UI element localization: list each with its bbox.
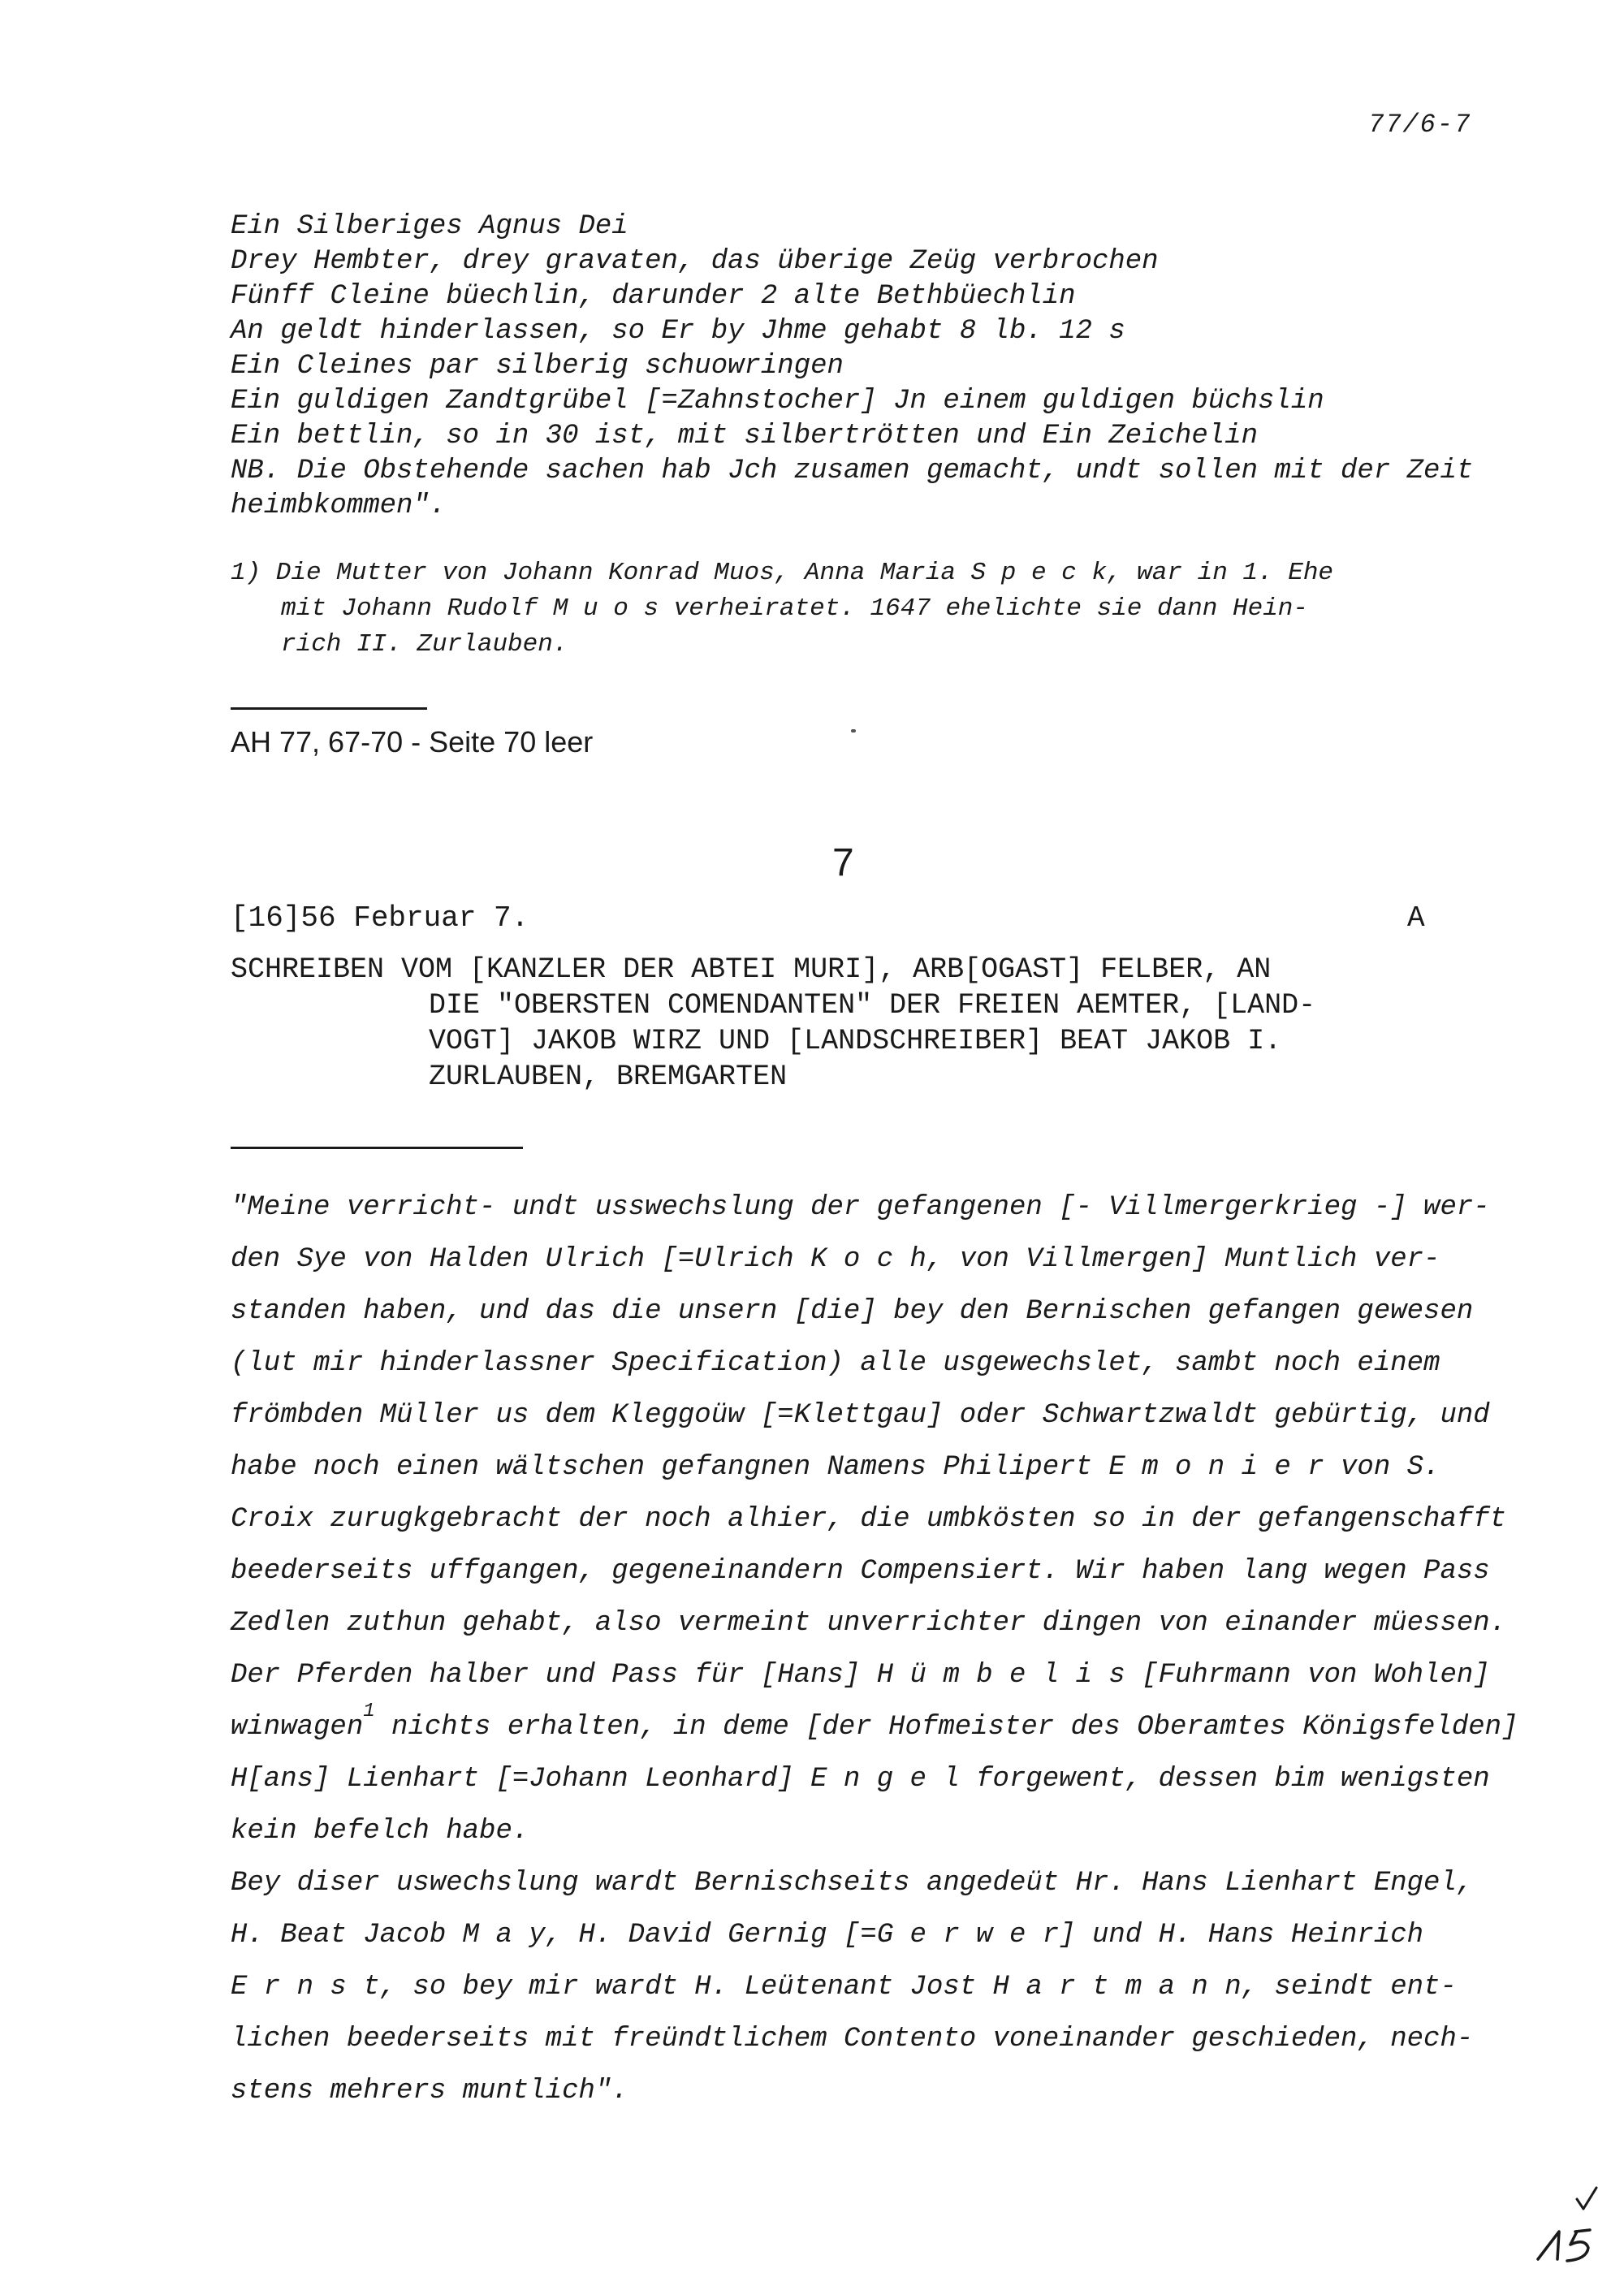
title-line: DIE "OBERSTEN COMENDANTEN" DER FREIEN AEMTER, [LAND- [429, 989, 1316, 1022]
letter-line: Croix zurugkgebracht der noch alhier, die umbkösten so in der gefangenschafft [231, 1504, 1507, 1535]
letter-body [231, 1182, 1518, 2117]
inventory-line: Ein Cleines par silberig schuowringen [231, 351, 844, 382]
letter-line: frömbden Müller us dem Kleggoüw [=Klettgau] oder Schwartzwaldt gebürtig, und [231, 1400, 1490, 1431]
footnote-line: mit Johann Rudolf M u o s verheiratet. 1647 ehelichte sie dann Hein- [281, 594, 1309, 623]
inventory-line: heimbkommen". [231, 490, 447, 521]
inventory-line: Fünff Cleine büechlin, darunder 2 alte Bethbüechlin [231, 281, 1076, 312]
footnote-marker: 1 [363, 1700, 375, 1722]
letter-line: stens mehrers muntlich". [231, 2076, 628, 2107]
separator-rule [231, 1147, 523, 1149]
letter-line: "Meine verricht- undt usswechslung der gefangenen [- Villmergerkrieg -] wer- [231, 1192, 1490, 1223]
inventory-line: NB. Die Obstehende sachen hab Jch zusamen gemacht, undt sollen mit der Zeit [231, 456, 1474, 486]
letter-line: Zedlen zuthun gehabt, also vermeint unverrichter dingen von einander müessen. [231, 1608, 1507, 1639]
inventory-line: Ein Silberiges Agnus Dei [231, 211, 628, 242]
letter-line-with-note [231, 1700, 1518, 1753]
title-line: SCHREIBEN VOM [KANZLER DER ABTEI MURI], ARB[OGAST] FELBER, AN [231, 953, 1272, 986]
inventory-line: An geldt hinderlassen, so Er by Jhme gehabt 8 lb. 12 s [231, 316, 1125, 347]
document-date: [16]56 Februar 7. [231, 901, 529, 935]
source-reference: AH 77, 67-70 - Seite 70 leer [231, 725, 594, 758]
letter-line: Bey diser uswechslung wardt Bernischseits angedeüt Hr. Hans Lienhart Engel, [231, 1868, 1474, 1899]
letter-line: H[ans] Lienhart [=Johann Leonhard] E n g e l forgewent, dessen bim wenigsten [231, 1764, 1490, 1795]
letter-line: den Sye von Halden Ulrich [=Ulrich K o c h, von Villmergen] Muntlich ver- [231, 1244, 1440, 1275]
document-number: 7 [832, 841, 854, 884]
letter-line: beederseits uffgangen, gegeneinandern Compensiert. Wir haben lang wegen Pass [231, 1556, 1490, 1587]
footnote [231, 555, 1465, 663]
handwritten-folio-mark-icon [1527, 2184, 1616, 2266]
footnote-line: rich II. Zurlauben. [281, 630, 568, 659]
letter-segment: nichts erhalten, in deme [der Hofmeister des Oberamtes Königsfelden] [374, 1712, 1518, 1743]
letter-line: habe noch einen wältschen gefangnen Namens Philipert E m o n i e r von S. [231, 1452, 1440, 1483]
inventory-line: Drey Hembter, drey gravaten, das überige Zeüg verbrochen [231, 246, 1159, 277]
page-number: 77/6-7 [1368, 110, 1472, 140]
letter-line: E r n s t, so bey mir wardt H. Leütenant Jost H a r t m a n n, seindt ent- [231, 1972, 1457, 2003]
inventory-line: Ein bettlin, so in 30 ist, mit silbertrötten und Ein Zeichelin [231, 421, 1259, 452]
document-type-letter: A [1407, 901, 1425, 935]
letter-line: standen haben, und das die unsern [die] bey den Bernischen gefangen gewesen [231, 1296, 1474, 1327]
letter-line: lichen beederseits mit freündtlichem Contento voneinander geschieden, nech- [231, 2024, 1474, 2055]
title-line: VOGT] JAKOB WIRZ UND [LANDSCHREIBER] BEAT JAKOB I. [429, 1025, 1282, 1057]
letter-line: Der Pferden halber und Pass für [Hans] H ü m b e l i s [Fuhrmann von Wohlen] [231, 1660, 1490, 1691]
scan-speck [851, 729, 856, 732]
title-line: ZURLAUBEN, BREMGARTEN [429, 1061, 788, 1093]
letter-line: (lut mir hinderlassner Specification) alle usgewechslet, sambt noch einem [231, 1348, 1440, 1379]
letter-line: kein befelch habe. [231, 1816, 529, 1847]
separator-rule [231, 707, 427, 710]
inventory-line: Ein guldigen Zandtgrübel [=Zahnstocher] Jn einem guldigen büchslin [231, 386, 1324, 417]
inventory-list [231, 210, 1481, 524]
letter-segment: winwagen [231, 1712, 364, 1743]
footnote-line: 1) Die Mutter von Johann Konrad Muos, Anna Maria S p e c k, war in 1. Ehe [231, 559, 1334, 587]
document-title [231, 952, 1465, 1095]
letter-line: H. Beat Jacob M a y, H. David Gernig [=G e r w e r] und H. Hans Heinrich [231, 1920, 1424, 1951]
